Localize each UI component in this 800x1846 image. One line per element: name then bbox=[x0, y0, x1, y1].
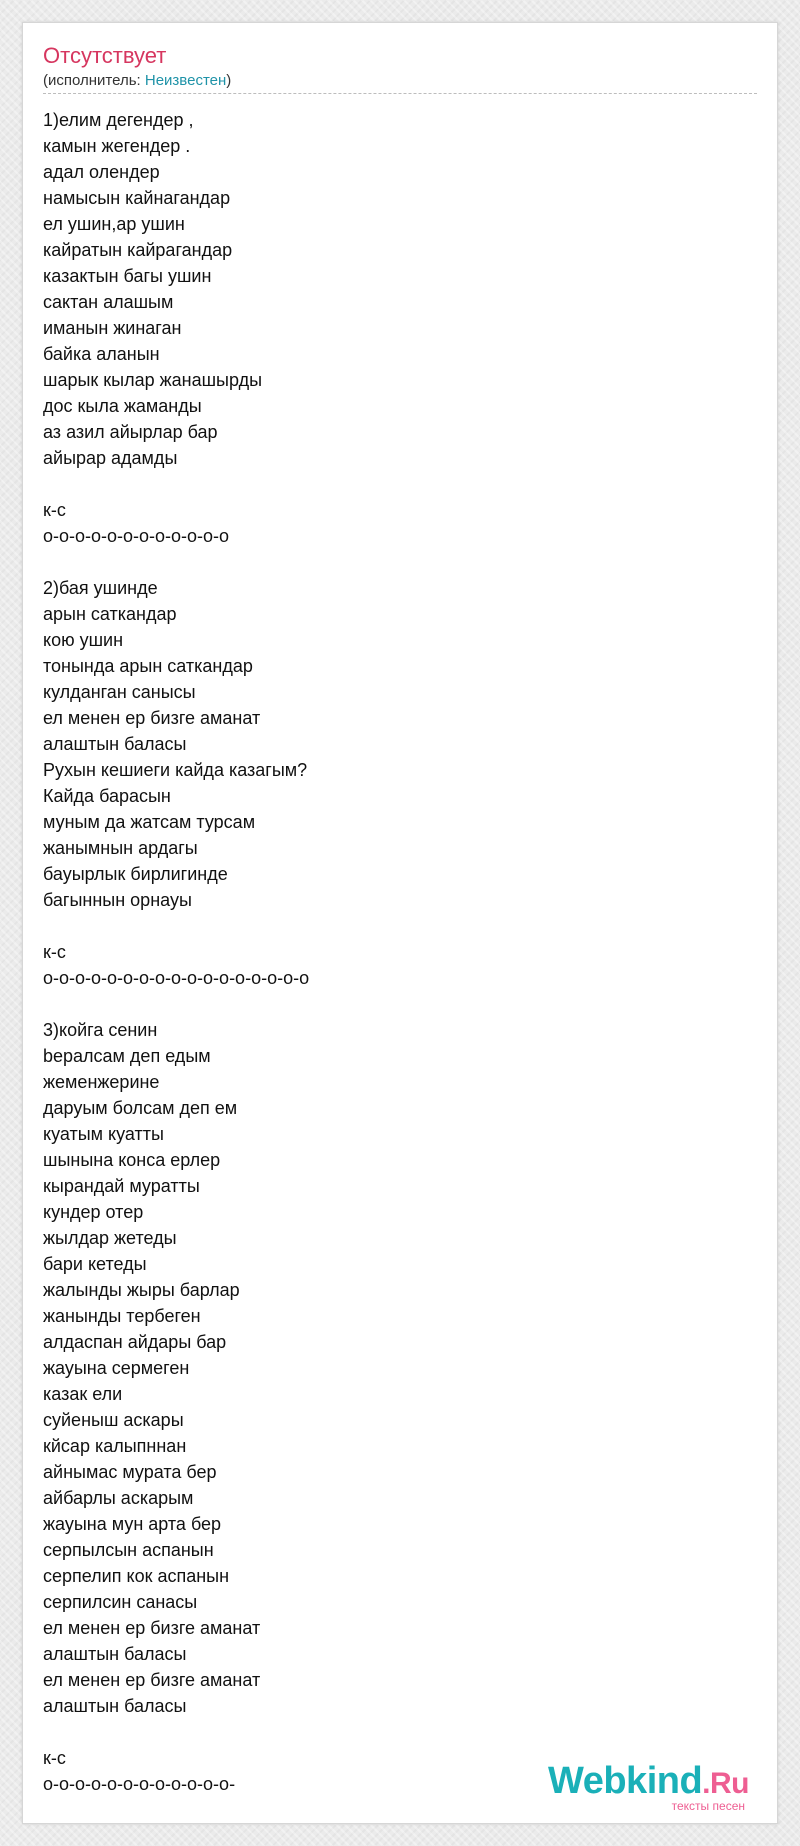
logo-wordmark bbox=[548, 1762, 749, 1803]
lyric-line: тонында арын саткандар bbox=[43, 656, 253, 676]
lyric-line: 3)койга сенин bbox=[43, 1020, 158, 1040]
logo-brand: Webkind bbox=[548, 1760, 703, 1802]
logo-tld: .Ru bbox=[702, 1767, 749, 1800]
lyric-line: ел менен ер бизге аманат bbox=[43, 1618, 261, 1638]
lyric-line: суйеныш аскары bbox=[43, 1410, 184, 1430]
lyric-line: багыннын орнауы bbox=[43, 890, 192, 910]
lyric-line: ел менен ер бизге аманат bbox=[43, 1670, 261, 1690]
lyric-line bbox=[43, 1719, 757, 1745]
lyric-line: о-о-о-о-о-о-о-о-о-о-о-о bbox=[43, 526, 230, 546]
logo-tagline: тексты песен bbox=[671, 1799, 745, 1813]
lyrics-card bbox=[22, 22, 778, 1824]
lyric-line: кайратын кайрагандар bbox=[43, 240, 233, 260]
lyric-line: алаштын баласы bbox=[43, 1644, 187, 1664]
lyric-line: адал олендер bbox=[43, 162, 160, 182]
lyric-line: бауырлык бирлигинде bbox=[43, 864, 228, 884]
lyric-line bbox=[43, 549, 757, 575]
lyric-line: камын жегендер . bbox=[43, 136, 191, 156]
header-divider bbox=[43, 93, 757, 94]
lyric-line: иманын жинаган bbox=[43, 318, 182, 338]
lyric-line: жауына мун арта бер bbox=[43, 1514, 222, 1534]
song-title: Отсутствует bbox=[43, 43, 167, 68]
lyric-line: серпелип кок аспанын bbox=[43, 1566, 230, 1586]
lyric-line: казак ели bbox=[43, 1384, 123, 1404]
lyric-line: жанымнын ардагы bbox=[43, 838, 198, 858]
lyric-line: кырандай муратты bbox=[43, 1176, 200, 1196]
lyric-line: 1)елим дегендер , bbox=[43, 110, 194, 130]
lyric-line bbox=[43, 471, 757, 497]
lyric-line: алаштын баласы bbox=[43, 1696, 187, 1716]
song-header bbox=[43, 43, 757, 90]
lyric-line: куатым куатты bbox=[43, 1124, 164, 1144]
lyric-line bbox=[43, 913, 757, 939]
lyric-line: байка аланын bbox=[43, 344, 160, 364]
lyric-line: жеменжерине bbox=[43, 1072, 160, 1092]
lyric-line: аз азил айырлар бар bbox=[43, 422, 218, 442]
lyric-line: шынына конса ерлер bbox=[43, 1150, 221, 1170]
lyric-line: Кайда барасын bbox=[43, 786, 171, 806]
lyric-line: ел менен ер бизге аманат bbox=[43, 708, 261, 728]
lyric-line: алдаспан айдары бар bbox=[43, 1332, 227, 1352]
lyric-line: кундер отер bbox=[43, 1202, 144, 1222]
lyric-line: айырар адамды bbox=[43, 448, 178, 468]
lyrics-text bbox=[43, 107, 757, 1797]
lyric-line: ел ушин,ар ушин bbox=[43, 214, 185, 234]
lyric-line: муным да жатсам турсам bbox=[43, 812, 256, 832]
lyric-line: о-о-о-о-о-о-о-о-о-о-о-о-о-о-о-о-о bbox=[43, 968, 310, 988]
lyric-line: к-с bbox=[43, 500, 66, 520]
lyric-line bbox=[43, 991, 757, 1017]
lyric-line: намысын кайнагандар bbox=[43, 188, 231, 208]
lyric-line: кою ушин bbox=[43, 630, 124, 650]
lyric-line: жауына сермеген bbox=[43, 1358, 190, 1378]
lyric-line: серпилсин санасы bbox=[43, 1592, 198, 1612]
lyric-line: кулданган санысы bbox=[43, 682, 196, 702]
lyric-line: Рухын кешиеги кайда казагым? bbox=[43, 760, 308, 780]
lyric-line: айбарлы аскарым bbox=[43, 1488, 194, 1508]
lyric-line: дос кыла жаманды bbox=[43, 396, 202, 416]
artist-line bbox=[43, 72, 757, 90]
artist-link[interactable]: Неизвестен bbox=[144, 72, 227, 89]
lyric-line: к-с bbox=[43, 942, 66, 962]
lyric-line: 2)бая ушинде bbox=[43, 578, 158, 598]
site-logo[interactable] bbox=[548, 1762, 749, 1813]
artist-prefix: (исполнитель: bbox=[43, 72, 145, 89]
lyric-line: beралсам деп едым bbox=[43, 1046, 211, 1066]
lyric-line: казактын багы ушин bbox=[43, 266, 212, 286]
lyric-line: о-о-о-о-о-о-о-о-о-о-о-о- bbox=[43, 1774, 236, 1794]
lyric-line: шарык кылар жанашырды bbox=[43, 370, 263, 390]
lyric-line: даруым болсам деп ем bbox=[43, 1098, 238, 1118]
lyric-line: к-с bbox=[43, 1748, 66, 1768]
artist-suffix: ) bbox=[226, 72, 232, 89]
lyric-line: айнымас мурата бер bbox=[43, 1462, 217, 1482]
lyric-line: серпылсын аспанын bbox=[43, 1540, 214, 1560]
lyric-line: сактан алашым bbox=[43, 292, 174, 312]
lyric-line: арын саткандар bbox=[43, 604, 177, 624]
lyric-line: жанынды тербеген bbox=[43, 1306, 201, 1326]
lyric-line: алаштын баласы bbox=[43, 734, 187, 754]
lyric-line: жылдар жетеды bbox=[43, 1228, 177, 1248]
lyric-line: бари кетеды bbox=[43, 1254, 147, 1274]
lyric-line: кйсар калыпннан bbox=[43, 1436, 187, 1456]
lyric-line: жалынды жыры барлар bbox=[43, 1280, 240, 1300]
